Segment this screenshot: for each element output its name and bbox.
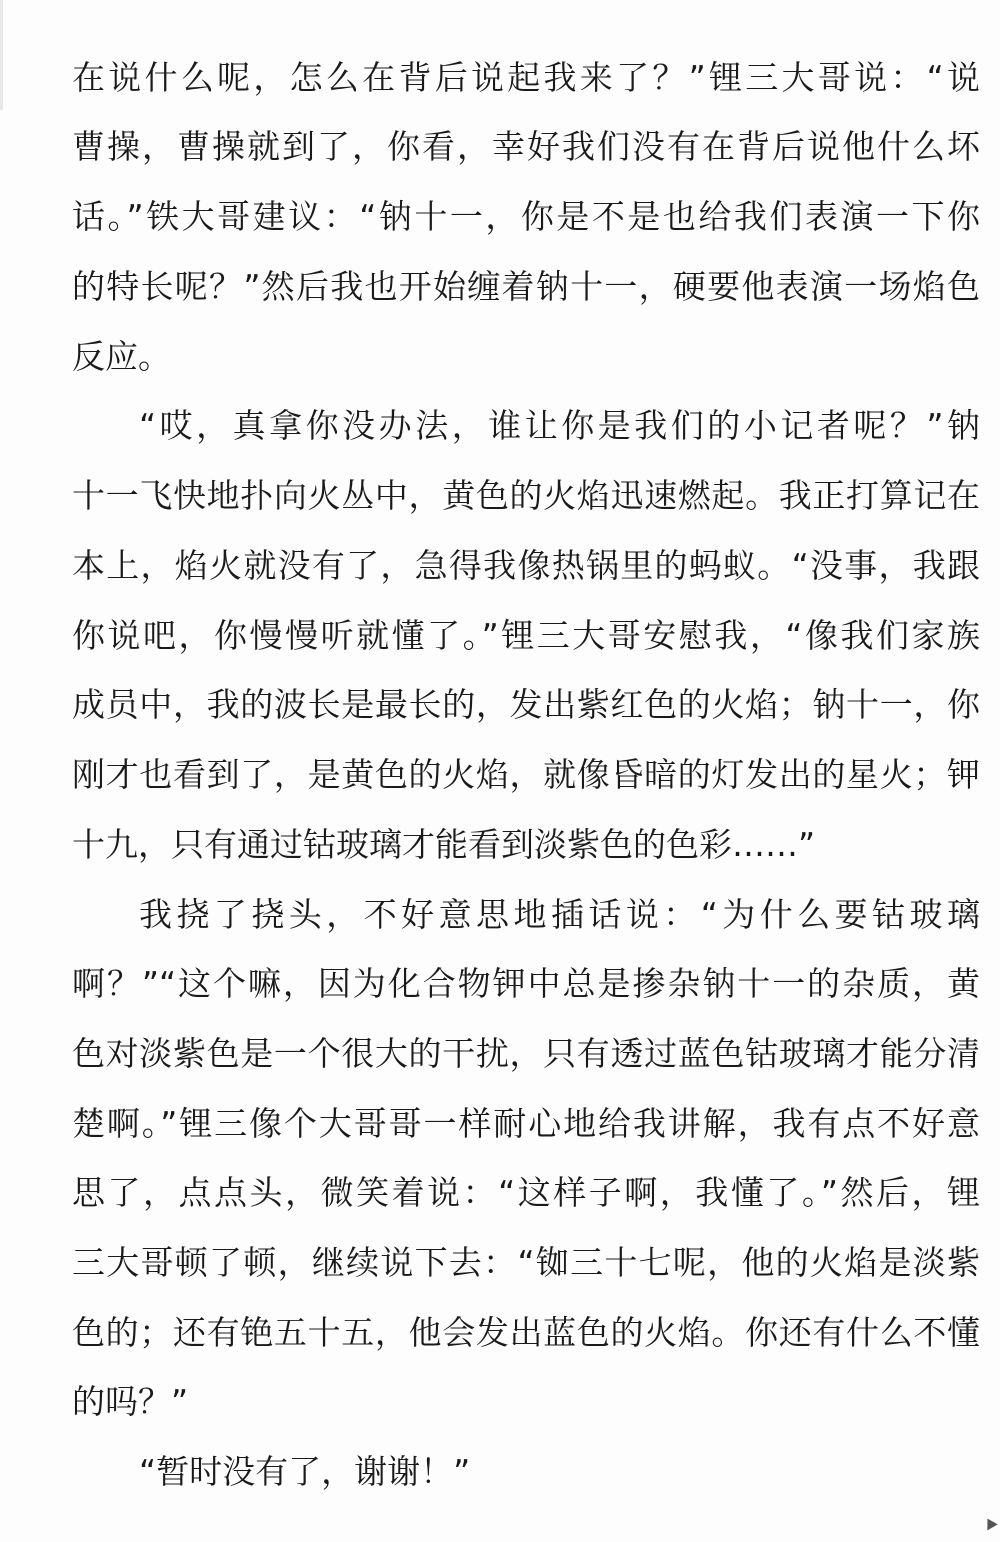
text-line: 的特长呢？”然后我也开始缠着钠十一，硬要他表演一场焰色 [72, 267, 980, 306]
text-line: 的吗？” [72, 1382, 189, 1421]
text-line: 三大哥顿了顿，继续说下去：“铷三十七呢，他的火焰是淡紫 [72, 1243, 980, 1282]
text-line: 刚才也看到了，是黄色的火焰，就像昏暗的灯发出的星火；钾 [72, 755, 980, 794]
text-line: 楚啊。”锂三像个大哥哥一样耐心地给我讲解，我有点不好意 [72, 1104, 980, 1143]
text-line: 话。”铁大哥建议：“钠十一，你是不是也给我们表演一下你 [72, 197, 980, 236]
text-line: 你说吧，你慢慢听就懂了。”锂三大哥安慰我，“像我们家族 [72, 616, 980, 655]
text-line: 反应。 [72, 337, 171, 376]
paragraph-first-line: 我挠了挠头，不好意思地插话说：“为什么要钴玻璃 [139, 895, 980, 934]
paragraph-first-line: “哎，真拿你没办法，谁让你是我们的小记者呢？”钠 [139, 406, 980, 445]
text-line: 曹操，曹操就到了，你看，幸好我们没有在背后说他什么坏 [72, 127, 980, 166]
text-line: 色的；还有铯五十五，他会发出蓝色的火焰。你还有什么不懂 [72, 1313, 980, 1352]
text-line: 十九，只有通过钴玻璃才能看到淡紫色的色彩……” [72, 825, 816, 864]
text-line: 成员中，我的波长是最长的，发出紫红色的火焰；钠十一，你 [72, 685, 980, 724]
page-corner-mark [982, 1516, 997, 1531]
text-line: 色对淡紫色是一个很大的干扰，只有透过蓝色钴玻璃才能分清 [72, 1034, 980, 1073]
text-line: 在说什么呢，怎么在背后说起我来了？”锂三大哥说：“说 [72, 58, 980, 97]
text-line: 本上，焰火就没有了，急得我像热锅里的蚂蚁。“没事，我跟 [72, 546, 980, 585]
page-edge-shadow [0, 0, 3, 110]
text-line: 啊？”“这个嘛，因为化合物钾中总是掺杂钠十一的杂质，黄 [72, 964, 980, 1003]
text-line: 思了，点点头，微笑着说：“这样子啊，我懂了。”然后，锂 [72, 1173, 980, 1212]
text-line: 十一飞快地扑向火丛中，黄色的火焰迅速燃起。我正打算记在 [72, 476, 980, 515]
paragraph-first-line: “暂时没有了，谢谢！” [139, 1452, 471, 1491]
